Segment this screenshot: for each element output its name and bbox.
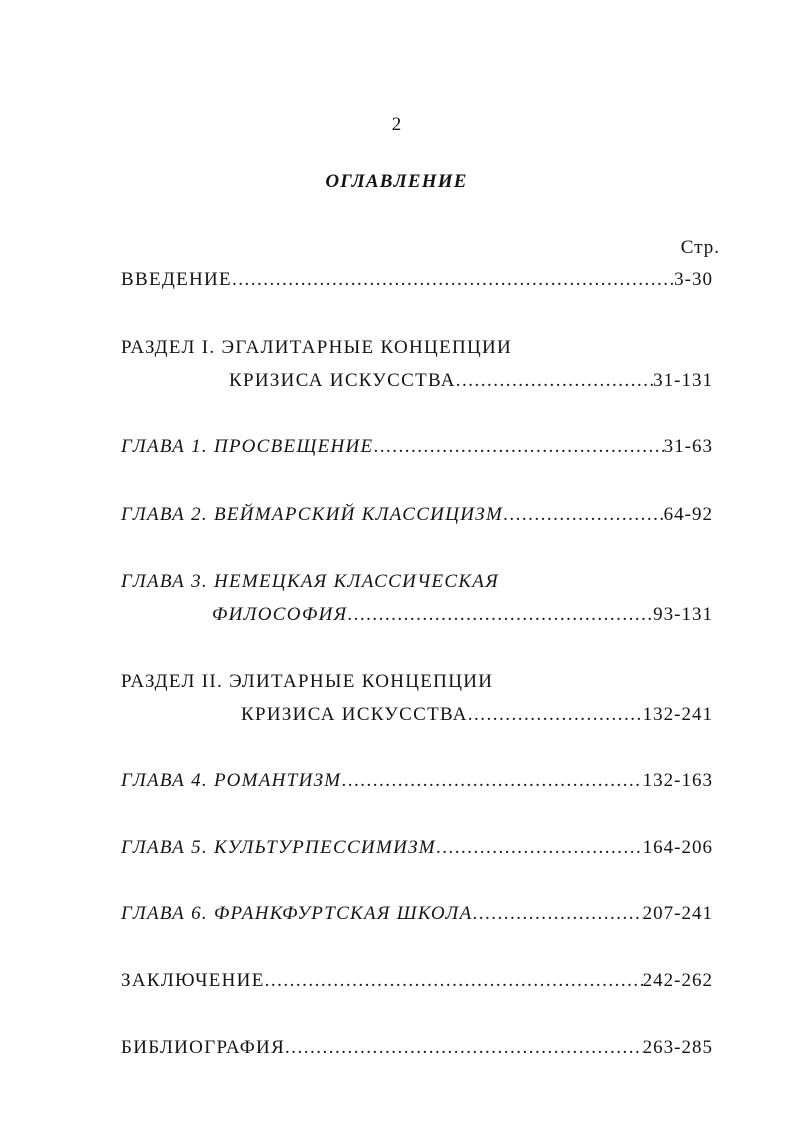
toc-entry-pages: 164-206 bbox=[642, 837, 713, 858]
toc-entry-chapter-3 bbox=[212, 603, 713, 627]
toc-entry-text: ГЛАВА 5. КУЛЬТУРПЕССИМИЗМ bbox=[121, 837, 436, 858]
dot-leader bbox=[265, 969, 643, 993]
toc-entry-pages: 31-63 bbox=[663, 436, 713, 457]
toc-entry-pages: 93-131 bbox=[653, 604, 713, 625]
toc-entry-text: КРИЗИСА ИСКУССТВА bbox=[229, 370, 456, 391]
toc-entry-chapter-6 bbox=[121, 902, 713, 926]
dot-leader bbox=[341, 769, 642, 793]
toc-entry-pages: 64-92 bbox=[663, 504, 713, 525]
toc-entry-text: КРИЗИСА ИСКУССТВА bbox=[241, 704, 468, 725]
dot-leader bbox=[456, 369, 653, 393]
dot-leader bbox=[285, 1036, 643, 1060]
dot-leader bbox=[347, 603, 653, 627]
dot-leader bbox=[232, 268, 674, 292]
toc-entry-chapter-2 bbox=[121, 503, 713, 527]
toc-entry-text: ФИЛОСОФИЯ bbox=[212, 604, 348, 625]
toc-entry-text: ГЛАВА 2. ВЕЙМАРСКИЙ КЛАССИЦИЗМ bbox=[121, 504, 504, 525]
toc-entry-chapter-1 bbox=[121, 435, 713, 459]
dot-leader bbox=[468, 703, 643, 727]
toc-entry-intro bbox=[121, 268, 713, 292]
toc-entry-pages: 132-163 bbox=[642, 770, 713, 791]
toc-entry-pages: 3-30 bbox=[674, 269, 713, 290]
toc-entry-text: ВВЕДЕНИЕ bbox=[121, 269, 232, 290]
toc-entry-conclusion bbox=[121, 969, 713, 993]
toc-entry-bibliography bbox=[121, 1036, 713, 1060]
page-number: 2 bbox=[391, 114, 402, 135]
toc-entry-text: ГЛАВА 6. ФРАНКФУРТСКАЯ ШКОЛА bbox=[121, 903, 473, 924]
toc-entry-part1 bbox=[229, 369, 713, 393]
toc-entry-text: ЗАКЛЮЧЕНИЕ bbox=[121, 970, 265, 991]
toc-part2-heading: РАЗДЕЛ II. ЭЛИТАРНЫЕ КОНЦЕПЦИИ bbox=[121, 671, 494, 692]
dot-leader bbox=[503, 503, 664, 527]
toc-title: ОГЛАВЛЕНИЕ bbox=[325, 171, 468, 192]
page-column-label: Стр. bbox=[680, 237, 720, 258]
dot-leader bbox=[472, 902, 642, 926]
toc-entry-text: ГЛАВА 1. ПРОСВЕЩЕНИЕ bbox=[121, 436, 374, 457]
toc-entry-pages: 207-241 bbox=[642, 903, 713, 924]
toc-entry-pages: 242-262 bbox=[642, 970, 713, 991]
toc-entry-chapter-5 bbox=[121, 836, 713, 860]
toc-chapter-3-heading: ГЛАВА 3. НЕМЕЦКАЯ КЛАССИЧЕСКАЯ bbox=[121, 571, 499, 592]
toc-entry-pages: 31-131 bbox=[653, 370, 713, 391]
toc-entry-pages: 132-241 bbox=[642, 704, 713, 725]
toc-entry-chapter-4 bbox=[121, 769, 713, 793]
dot-leader bbox=[373, 435, 663, 459]
toc-entry-pages: 263-285 bbox=[642, 1037, 713, 1058]
dot-leader bbox=[436, 836, 643, 860]
toc-entry-text: ГЛАВА 4. РОМАНТИЗМ bbox=[121, 770, 342, 791]
toc-entry-part2 bbox=[241, 703, 713, 727]
toc-part1-heading: РАЗДЕЛ I. ЭГАЛИТАРНЫЕ КОНЦЕПЦИИ bbox=[121, 337, 513, 358]
toc-entry-text: БИБЛИОГРАФИЯ bbox=[121, 1037, 286, 1058]
